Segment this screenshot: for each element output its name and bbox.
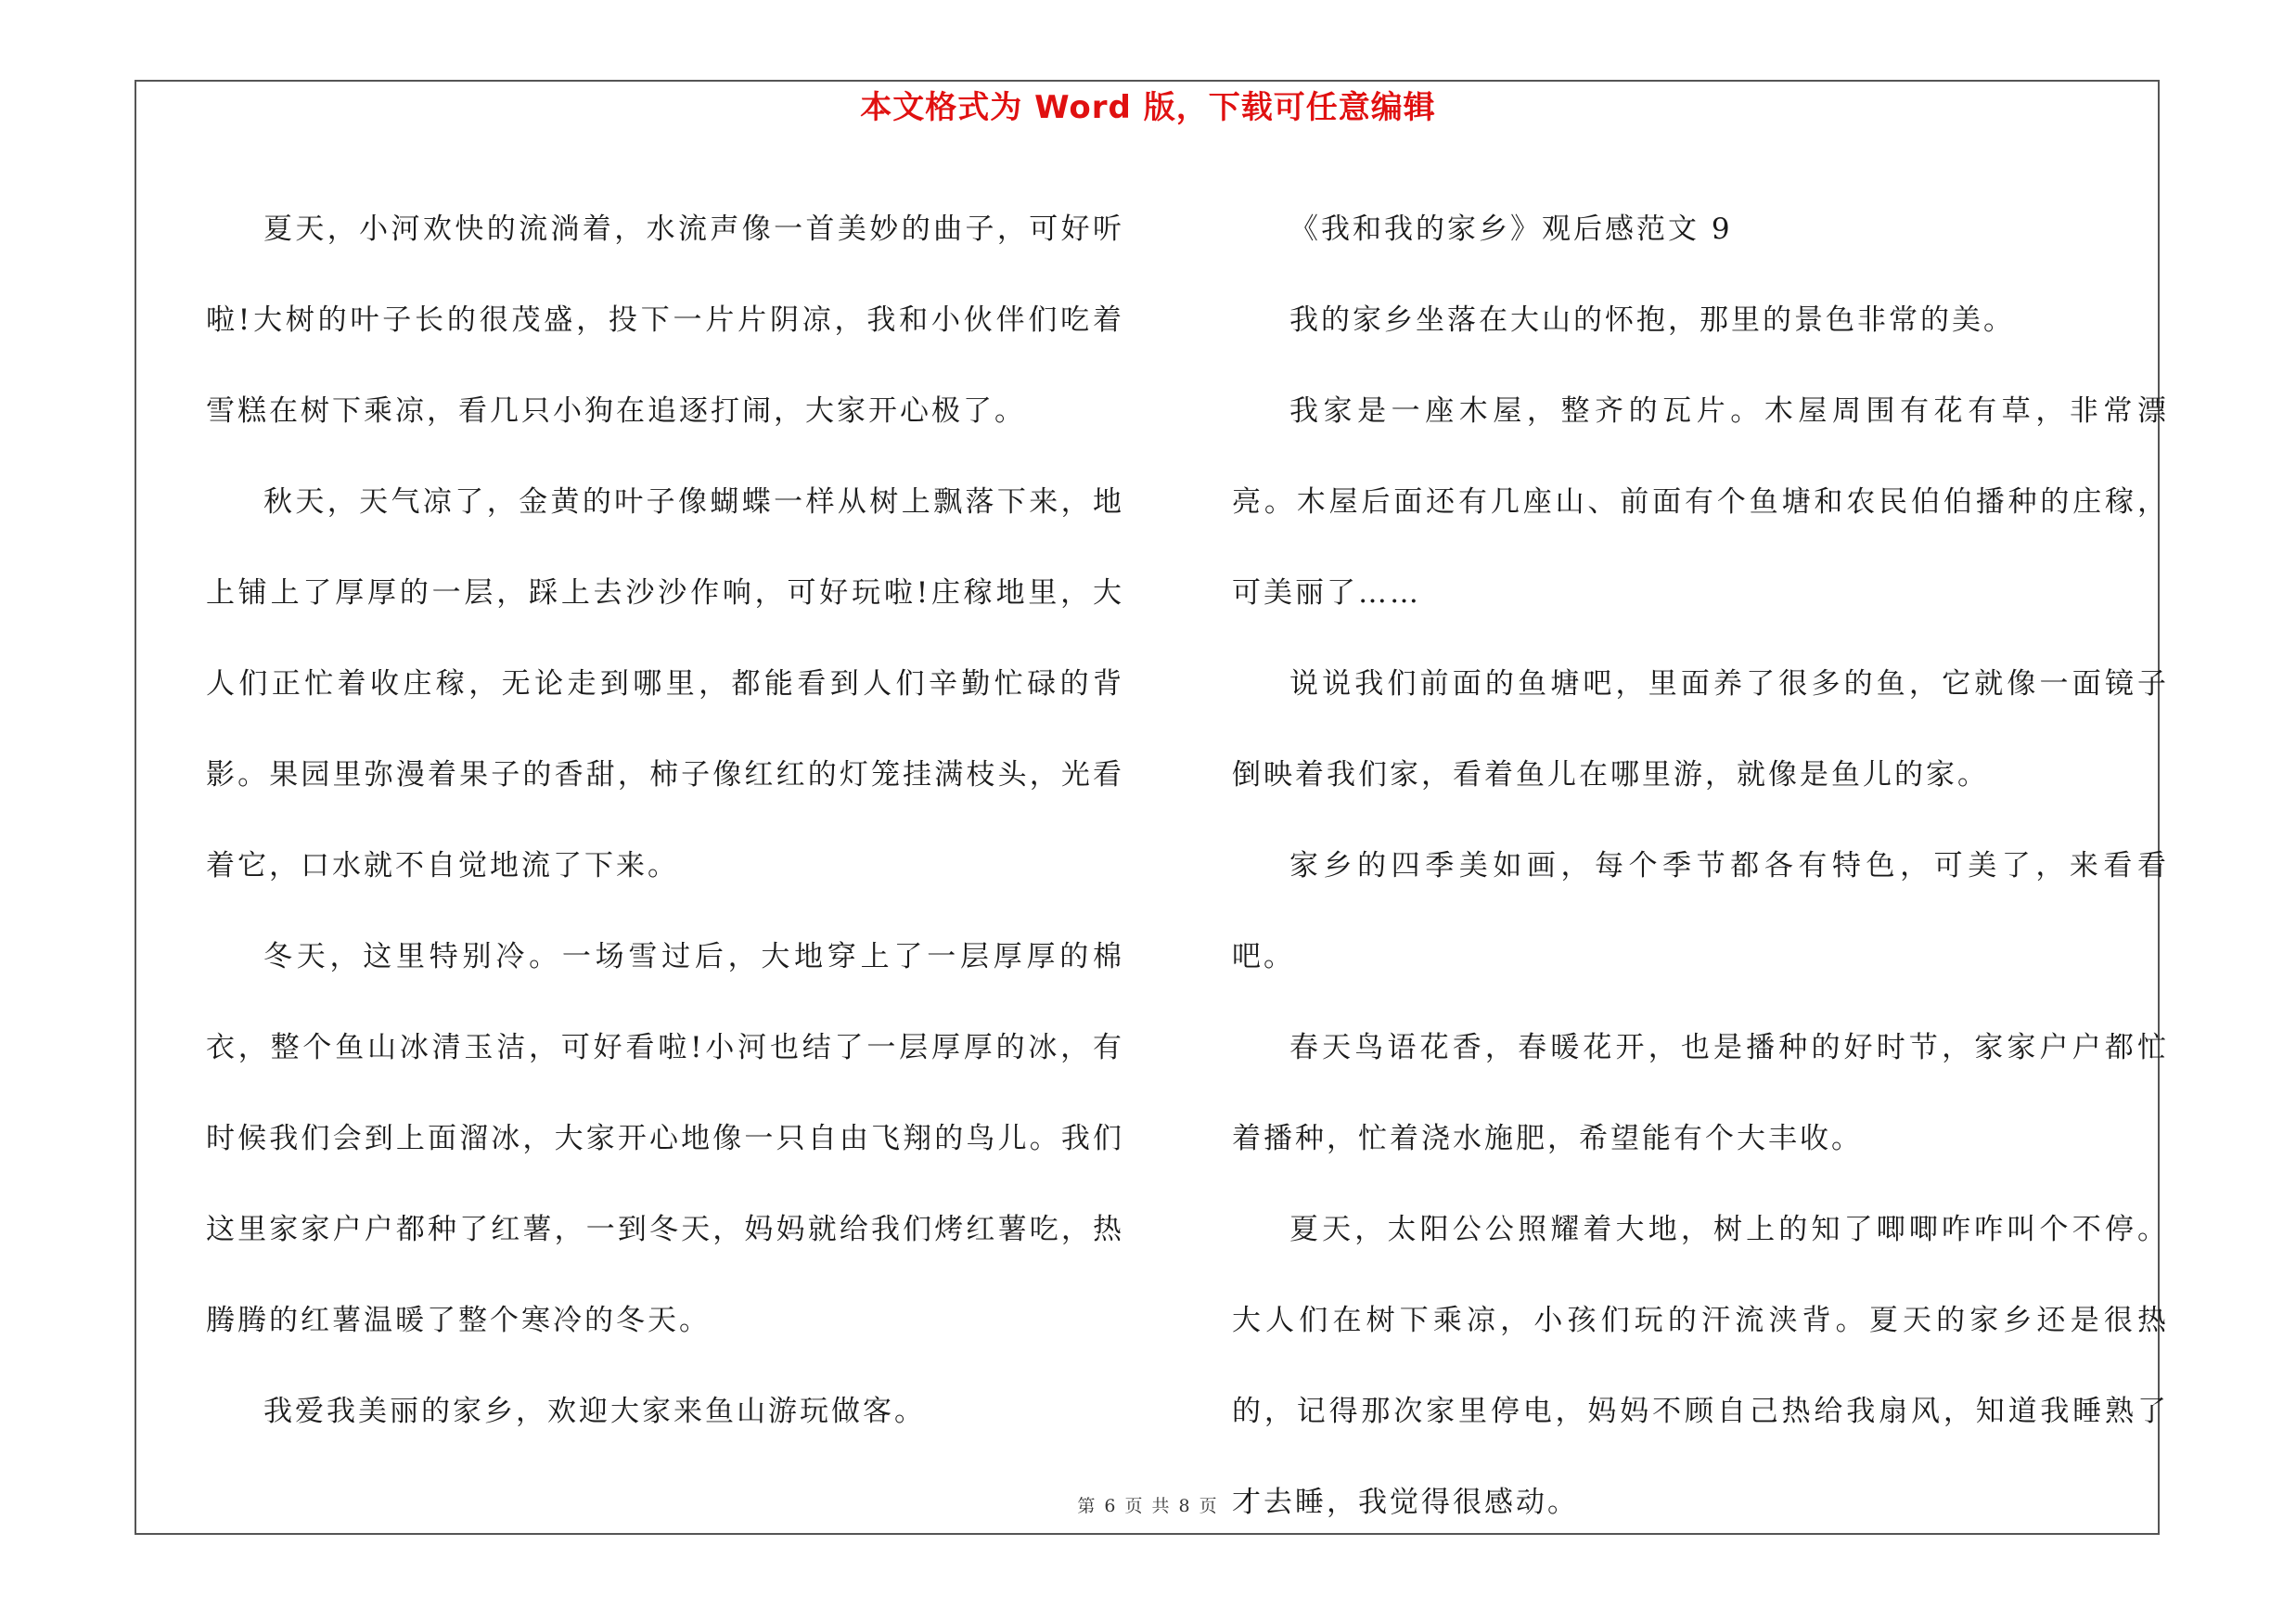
left-paragraph-2: 秋天，天气凉了，金黄的叶子像蝴蝶一样从树上飘落下来，地上铺上了厚厚的一层，踩上去沙沙作响，可好玩啦!庄稼地里，大人们正忙着收庄稼，无论走到哪里，都能看到人们辛勤忙碌的背影。果园里弥漫着果子的香甜，柿子像红红的灯笼挂满枝头，光看着它，口水就不自觉地流了下来。 xyxy=(206,485,1124,882)
page-number: 第 6 页 共 8 页 xyxy=(1077,1496,1219,1516)
right-paragraph-5: 春天鸟语花香，春暖花开，也是播种的好时节，家家户户都忙着播种，忙着浇水施肥，希望能有个大丰收。 xyxy=(1232,1031,2169,1155)
article-title: 《我和我的家乡》观后感范文 9 xyxy=(1289,213,1733,246)
right-column xyxy=(1232,184,2169,1548)
right-paragraph-2: 我家是一座木屋，整齐的瓦片。木屋周围有花有草，非常漂亮。木屋后面还有几座山、前面有个鱼塘和农民伯伯播种的庄稼，可美丽了…… xyxy=(1232,394,2169,610)
right-paragraph-4: 家乡的四季美如画，每个季节都各有特色，可美了，来看看吧。 xyxy=(1232,849,2169,973)
right-paragraph-6: 夏天，太阳公公照耀着大地，树上的知了唧唧咋咋叫个不停。大人们在树下乘凉，小孩们玩的汗流浃背。夏天的家乡还是很热的，记得那次家里停电，妈妈不顾自己热给我扇风，知道我睡熟了才去睡，我觉得很感动。 xyxy=(1232,1213,2169,1519)
left-column xyxy=(206,184,1124,1457)
right-paragraph-3: 说说我们前面的鱼塘吧，里面养了很多的鱼，它就像一面镜子倒映着我们家，看着鱼儿在哪里游，就像是鱼儿的家。 xyxy=(1232,667,2169,792)
header-banner: 本文格式为 Word 版，下载可任意编辑 xyxy=(860,89,1436,126)
left-paragraph-3: 冬天，这里特别冷。一场雪过后，大地穿上了一层厚厚的棉衣，整个鱼山冰清玉洁，可好看啦!小河也结了一层厚厚的冰，有时候我们会到上面溜冰，大家开心地像一只自由飞翔的鸟儿。我们这里家家户户都种了红薯，一到冬天，妈妈就给我们烤红薯吃，热腾腾的红薯温暖了整个寒冷的冬天。 xyxy=(206,940,1124,1337)
left-paragraph-1: 夏天，小河欢快的流淌着，水流声像一首美妙的曲子，可好听啦!大树的叶子长的很茂盛，投下一片片阴凉，我和小伙伴们吃着雪糕在树下乘凉，看几只小狗在追逐打闹，大家开心极了。 xyxy=(206,213,1124,428)
right-paragraph-1: 我的家乡坐落在大山的怀抱，那里的景色非常的美。 xyxy=(1289,303,2015,337)
left-paragraph-4: 我爱我美丽的家乡，欢迎大家来鱼山游玩做客。 xyxy=(263,1395,926,1428)
